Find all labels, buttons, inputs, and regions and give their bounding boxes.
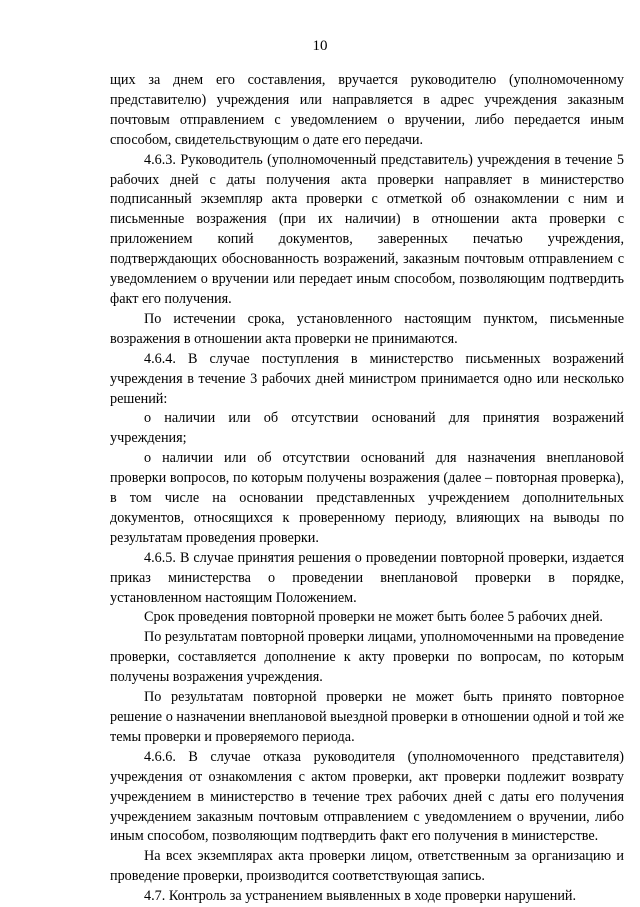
paragraph-decision-reinspection: о наличии или об отсутствии оснований для назначения внеплановой проверки вопросов, по которым получены возражения (далее – повторная проверка), в том числе на основании представленных учреждением дополнительных документов, относящихся к проверенному периоду, влияющих на выводы по результатам проведения проверки.	[110, 450, 624, 546]
paragraph-4-6-4: 4.6.4. В случае поступления в министерство письменных возражений учреждения в течение 3 рабочих дней министром принимается одно или несколько решений:	[110, 350, 624, 407]
page-number: 10	[312, 38, 328, 54]
paragraph-no-repeat-decision: По результатам повторной проверки не может быть принято повторное решение о назначении внеплановой выездной проверки в отношении одной и той же темы проверки и проверяемого периода.	[110, 689, 624, 745]
document-body	[110, 71, 624, 907]
paragraph-4-6-3: 4.6.3. Руководитель (уполномоченный представитель) учреждения в течение 5 рабочих дней с даты получения акта проверки направляет в министерство подписанный экземпляр акта проверки с отметкой об ознакомлении с ним и письменные возражения (при их наличии) в отношении акта проверки с приложением копий документов, заверенных печатью учреждения, подтверждающих обоснованность возражений, заказным почтовым отправлением с уведомлением о вручении или передает иным способом, позволяющим подтвердить факт его получения.	[110, 151, 624, 307]
paragraph-4-6-5: 4.6.5. В случае принятия решения о проведении повторной проверки, издается приказ министерства о проведении внеплановой проверки в порядке, установленном настоящим Положением.	[110, 549, 624, 606]
paragraph-reinspection-term: Срок проведения повторной проверки не может быть более 5 рабочих дней.	[144, 609, 603, 626]
paragraph-objection-deadline: По истечении срока, установленного настоящим пунктом, письменные возражения в отношении акта проверки не принимаются.	[110, 310, 624, 347]
paragraph-reinspection-results: По результатам повторной проверки лицами, уполномоченными на проведение проверки, составляется дополнение к акту проверки по вопросам, по которым получены возражения учреждения.	[110, 629, 624, 686]
paragraph-decision-objections: о наличии или об отсутствии оснований для принятия возражений учреждения;	[110, 410, 624, 447]
paragraph-continuation: щих за днем его составления, вручается руководителю (уполномоченному представителю) учреждения или направляется в адрес учреждения заказным почтовым отправлением с уведомлением о вручении, либо передается иным способом, свидетельствующим о дате его передачи.	[110, 72, 624, 148]
paragraph-record-entry: На всех экземплярах акта проверки лицом, ответственным за организацию и проведение проверки, производится соответствующая запись.	[110, 848, 624, 885]
paragraph-4-6-6: 4.6.6. В случае отказа руководителя (уполномоченного представителя) учреждения от ознакомления с актом проверки, акт проверки подлежит возврату учреждением в министерство в течение трех рабочих дней с даты его получения учреждением заказным почтовым отправлением с уведомлением о вручении, либо иным способом, позволяющим подтвердить факт его получения в министерстве.	[110, 748, 624, 845]
paragraph-4-7: 4.7. Контроль за устранением выявленных в ходе проверки нарушений.	[144, 888, 577, 905]
